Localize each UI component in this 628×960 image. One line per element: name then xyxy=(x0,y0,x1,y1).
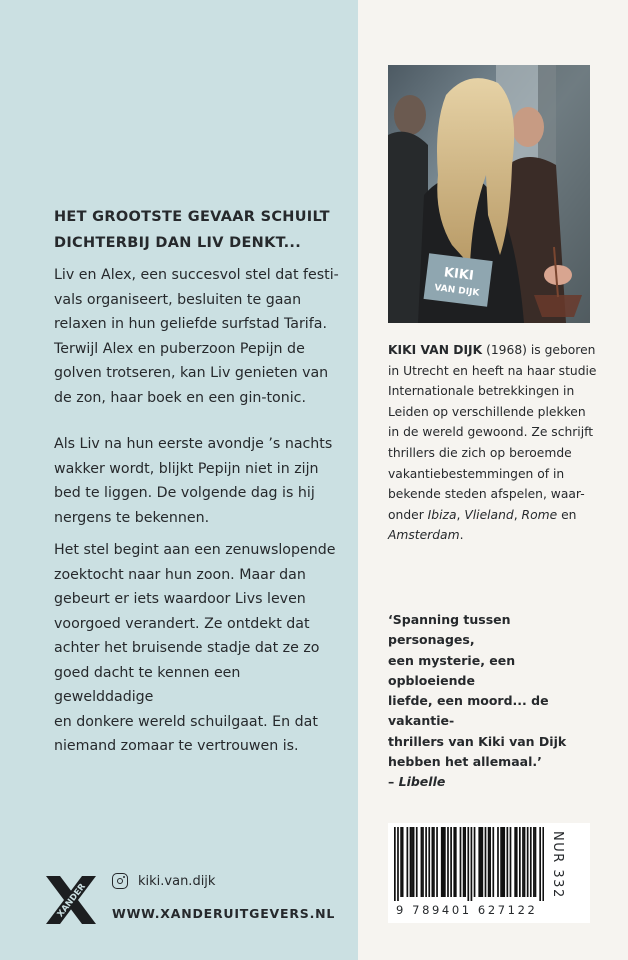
barcode-bar xyxy=(464,827,466,897)
barcode-bar xyxy=(497,827,499,897)
barcode-bar xyxy=(524,827,526,897)
barcode-bar xyxy=(542,827,544,901)
barcode-bar xyxy=(489,827,491,897)
barcode-bar xyxy=(530,827,532,897)
blurb-line: vals organiseert, besluiten te gaan xyxy=(54,291,302,308)
xander-logo xyxy=(44,874,98,926)
headline-line: DICHTERBIJ DAN LIV DENKT... xyxy=(54,235,302,251)
book-title-line1: KIKI xyxy=(443,265,475,284)
blurb-paragraph-1 xyxy=(54,263,344,410)
quote-line: ‘Spanning tussen personages, xyxy=(388,612,511,648)
barcode-bar xyxy=(519,827,521,897)
barcode-bar xyxy=(471,827,473,901)
barcode-bar xyxy=(460,827,462,897)
barcode-bar xyxy=(514,827,516,897)
blurb-line: zoektocht naar hun zoon. Maar dan xyxy=(54,566,306,583)
barcode-bar xyxy=(400,827,402,897)
barcode-bar xyxy=(447,827,449,897)
quote-line: een mysterie, een opbloeiende xyxy=(388,652,516,688)
quote-line: liefde, een moord... de vakantie- xyxy=(388,693,549,729)
barcode-digits: 9 789401 627122 xyxy=(396,903,538,917)
barcode-bar xyxy=(433,827,435,897)
barcode-bar xyxy=(503,827,505,897)
barcode-bar xyxy=(482,827,484,897)
author-bio: KIKI VAN DIJK (1968) is geboren in Utrecht en heeft na haar studie Internationale betrekkingen in Leiden op verschillende plekken in de wereld gewoond. Ze schrijft thrillers die zich op beroemde vakantiebestemmingen of in bekende steden afspelen, waar- onder Ibiza, Vlieland, Rome en Amsterdam. xyxy=(388,343,597,543)
barcode-bar xyxy=(421,827,423,897)
blurb-line: Liv en Alex, een succesvol stel dat festi- xyxy=(54,267,339,283)
barcode-bar xyxy=(402,827,404,897)
barcode-bar xyxy=(422,827,424,897)
blurb-line: Terwijl Alex en puberzoon Pepijn de xyxy=(54,340,305,357)
barcode-bar xyxy=(492,827,494,897)
headline-line: HET GROOTSTE GEVAAR SCHUILT xyxy=(54,209,330,225)
blurb-line: wakker wordt, blijkt Pepijn niet in zijn xyxy=(54,460,319,477)
author-name: KIKI VAN DIJK xyxy=(388,343,483,357)
quote-line: hebben het allemaal.’ xyxy=(388,754,542,770)
headline xyxy=(54,204,344,256)
barcode-bar xyxy=(467,827,469,901)
instagram-text: kiki.van.dijk xyxy=(138,873,216,889)
blurb-line: golven trotseren, kan Liv genieten van xyxy=(54,365,329,381)
barcode-bar xyxy=(432,827,434,897)
barcode-bar xyxy=(442,827,444,897)
barcode-bar xyxy=(535,827,537,897)
instagram-handle[interactable] xyxy=(112,873,215,889)
blurb-line: achter het bruisende stadje dat ze zo xyxy=(54,640,320,656)
barcode-bar xyxy=(444,827,446,897)
blurb-line: Het stel begint aan een zenuwslopende xyxy=(54,542,336,558)
blurb-line: gebeurt er iets waardoor Livs leven xyxy=(54,591,306,607)
barcode-bar xyxy=(413,827,415,897)
blurb-line: goed dacht te kennen een gewelddadige xyxy=(54,664,241,705)
barcode-bar xyxy=(510,827,512,897)
instagram-icon xyxy=(112,873,128,889)
barcode-bar xyxy=(485,827,487,897)
barcode-bar xyxy=(416,827,418,897)
quote-line: thrillers van Kiki van Dijk xyxy=(388,733,567,749)
blurb-line: bed te liggen. De volgende dag is hij xyxy=(54,485,315,501)
barcode-bar xyxy=(411,827,413,897)
barcode-bar xyxy=(407,827,409,897)
barcode-bar xyxy=(410,827,412,897)
blurb-paragraph-2 xyxy=(54,432,344,530)
blurb-line: voorgoed verandert. Ze ontdekt dat xyxy=(54,615,310,632)
barcode-bar xyxy=(441,827,443,897)
book-title-line2: VAN DIJK xyxy=(433,283,480,299)
barcode-bar xyxy=(507,827,509,897)
barcode-bar xyxy=(488,827,490,897)
barcode-bar xyxy=(394,827,396,901)
nur-code: NUR 332 xyxy=(550,831,565,899)
barcode-bar xyxy=(527,827,529,897)
blurb-line: relaxen in hun geliefde surfstad Tarifa. xyxy=(54,316,327,332)
barcode-bar xyxy=(428,827,430,897)
blurb-line: en donkere wereld schuilgaat. En dat xyxy=(54,713,318,730)
barcode-bar xyxy=(474,827,476,897)
barcode-bar xyxy=(522,827,524,897)
blurb-line: Als Liv na hun eerste avondje ’s nachts xyxy=(54,436,333,452)
barcode-bar xyxy=(500,827,502,897)
barcode-bar xyxy=(480,827,482,897)
blurb-paragraph-3 xyxy=(54,538,344,759)
barcode-bars xyxy=(394,827,544,901)
author-photo xyxy=(388,65,590,323)
review-quote: ‘Spanning tussen personages, een mysterie, een opbloeiende liefde, een moord... de vakantie- thrillers van Kiki van Dijk hebben het allemaal.’ – Libelle xyxy=(388,610,600,793)
barcode xyxy=(388,823,590,923)
publisher-website[interactable]: WWW.XANDERUITGEVERS.NL xyxy=(112,906,336,921)
blurb-line: de zon, haar boek en een gin-tonic. xyxy=(54,389,306,406)
barcode-bar xyxy=(453,827,455,897)
barcode-bar xyxy=(516,827,518,897)
xander-logo-text: XANDER xyxy=(55,881,88,920)
blurb-line: nergens te bekennen. xyxy=(54,509,210,526)
barcode-bar xyxy=(502,827,504,897)
barcode-bar xyxy=(539,827,541,901)
quote-source: Libelle xyxy=(398,774,446,790)
blurb-line: niemand zomaar te vertrouwen is. xyxy=(54,738,299,754)
barcode-bar xyxy=(397,827,399,901)
barcode-bar xyxy=(455,827,457,897)
barcode-bar xyxy=(425,827,427,897)
barcode-bar xyxy=(533,827,535,897)
barcode-bar xyxy=(450,827,452,897)
barcode-bar xyxy=(463,827,465,897)
barcode-bar xyxy=(436,827,438,897)
barcode-bar xyxy=(478,827,480,897)
